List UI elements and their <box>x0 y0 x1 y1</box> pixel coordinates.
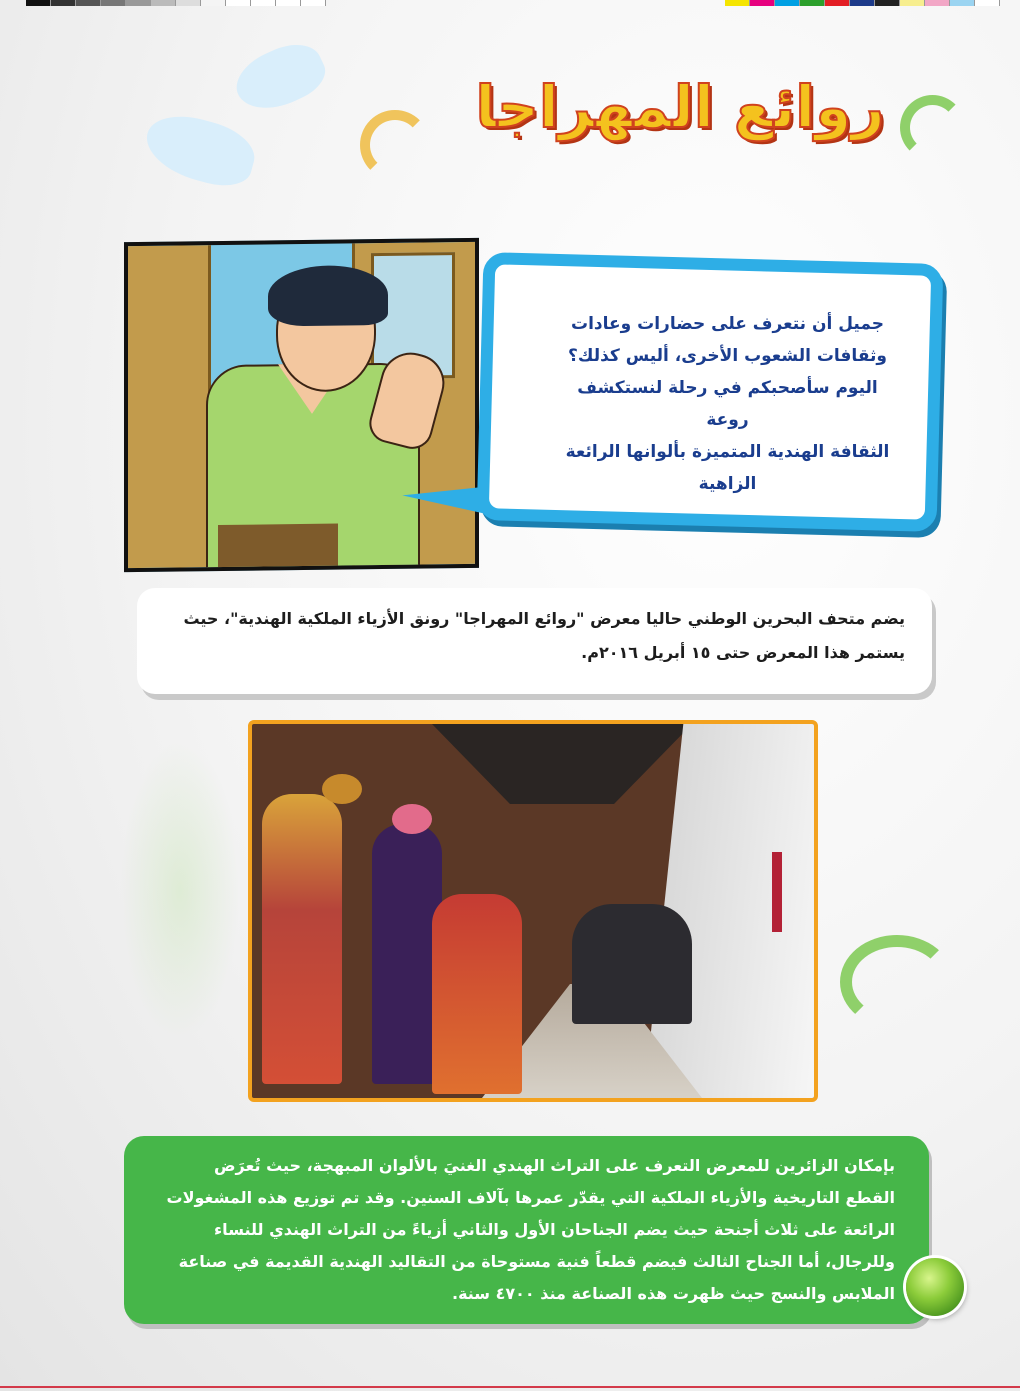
bubble-line: جميل أن نتعرف على حضارات وعادات <box>571 314 884 334</box>
mannequin-dress <box>432 894 522 1094</box>
color-swatch <box>76 0 101 6</box>
mannequin-turban <box>322 774 362 804</box>
bubble-line: الثقافة الهندية المتميزة بألوانها الرائعة <box>565 442 890 462</box>
color-swatch <box>750 0 775 6</box>
color-swatch <box>925 0 950 6</box>
color-swatch <box>850 0 875 6</box>
boy-pants <box>218 524 338 573</box>
speech-bubble-text <box>555 308 900 500</box>
page-title: روائع المهراجا <box>475 73 885 141</box>
color-swatch <box>151 0 176 6</box>
color-swatch <box>301 0 326 6</box>
wall-sign <box>772 852 782 932</box>
green-swirl-decoration <box>840 935 954 1029</box>
color-swatch <box>276 0 301 6</box>
bubble-line: وثقافات الشعوب الأخرى، أليس كذلك؟ <box>568 346 887 366</box>
dove-icon <box>139 107 261 193</box>
visitors <box>572 904 692 1024</box>
color-swatch <box>126 0 151 6</box>
color-swatch <box>950 0 975 6</box>
mannequin-turban <box>392 804 432 834</box>
bubble-line: اليوم سأصحبكم في رحلة لنستكشف روعة <box>577 378 878 430</box>
faded-floral-decoration <box>120 740 240 1040</box>
body-line: بإمكان الزائرين للمعرض التعرف على التراث الهندي الغنيَ بالألوان المبهجة، حيث تُعرَض <box>214 1156 895 1175</box>
color-swatch <box>51 0 76 6</box>
mannequin-dress <box>262 794 342 1084</box>
green-ball-icon <box>906 1258 964 1316</box>
color-swatch <box>975 0 1000 6</box>
color-swatch <box>201 0 226 6</box>
body-line: الرائعة على ثلاث أجنحة حيث يضم الجناحان الأول والثاني أزياءً من التراث الهندي للنساء <box>214 1220 895 1239</box>
bubble-line: الزاهية <box>698 474 757 494</box>
color-swatch <box>800 0 825 6</box>
trim-line <box>0 1386 1020 1388</box>
body-line: وللرجال، أما الجناح الثالث فيضم قطعاً فنية مستوحاة من التقاليد الهندية القديمة في صناعة <box>178 1252 895 1271</box>
color-swatch <box>26 0 51 6</box>
color-swatch <box>251 0 276 6</box>
color-swatch <box>875 0 900 6</box>
color-swatch <box>226 0 251 6</box>
registration-strip-left <box>26 0 326 6</box>
intro-paragraph <box>160 602 905 670</box>
dove-icon <box>228 34 333 122</box>
color-swatch <box>101 0 126 6</box>
body-line: القطع التاريخية والأزياء الملكية التي يقدّر عمرها بآلاف السنين. وقد تم توزيع هذه المشغولات <box>166 1188 895 1207</box>
body-paragraph <box>160 1150 895 1310</box>
door-left <box>128 245 211 568</box>
body-line: الملابس والنسج حيث ظهرت هذه الصناعة منذ ٤٧٠٠ سنة. <box>451 1284 895 1303</box>
color-swatch <box>825 0 850 6</box>
intro-line: يضم متحف البحرين الوطني حاليا معرض "روائع المهراجا" رونق الأزياء الملكية الهندية"، حيث <box>183 609 905 628</box>
registration-strip-right <box>725 0 1000 6</box>
exhibition-photo <box>248 720 818 1102</box>
boy-hair <box>268 265 388 326</box>
color-swatch <box>725 0 750 6</box>
color-swatch <box>176 0 201 6</box>
doves-decoration <box>135 30 335 200</box>
color-swatch <box>900 0 925 6</box>
intro-line: يستمر هذا المعرض حتى ١٥ أبريل ٢٠١٦م. <box>581 643 905 662</box>
color-swatch <box>775 0 800 6</box>
